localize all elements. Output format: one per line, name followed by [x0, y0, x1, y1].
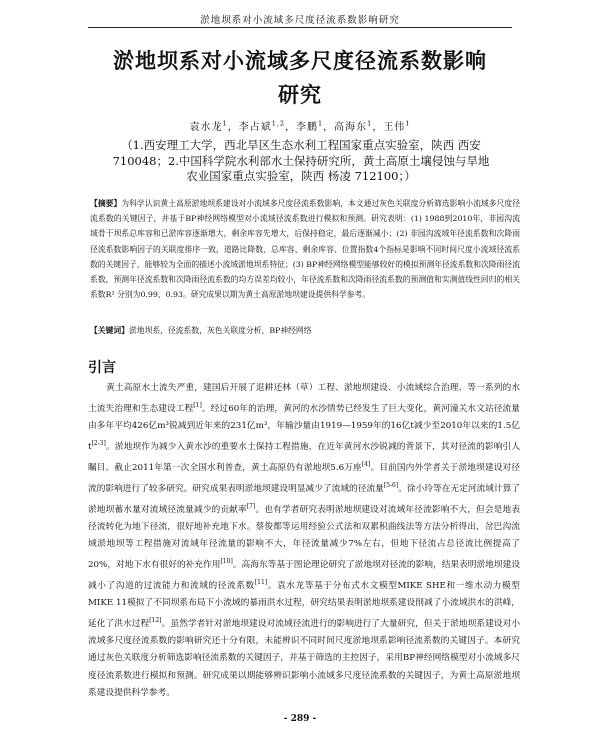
abstract — [90, 196, 520, 302]
page-number: - 289 - — [283, 714, 317, 724]
author-affiliation-mark: 1 — [367, 119, 373, 128]
author — [296, 119, 324, 133]
body-text-run: 。虽然学者针对淤地坝建设对流域径流进行的影响进行了大量研究，但关于淤地坝系建设对小流域多尺度径流系数的影响研究还十分有限，未能辨识不同时间尺度淤地坝系影响径流系数的关键因子。本研究通过灰色关联度分析筛选影响径流系数的关键因子，并基于筛选的主控因子，采用BP神经网络模型对小流域多尺度径流系数进行模拟和预测。研究成果以期能够辨识影响小流域多尺度径流系数的关键因子，为黄土高原淤地坝系建设提供科学参考。 — [88, 619, 521, 698]
author-affiliation-mark: 1 — [405, 119, 411, 128]
author-affiliation-mark: 1 — [222, 119, 228, 128]
author — [383, 119, 411, 133]
running-head: 淤地坝系对小流域多尺度径流系数影响研究 — [200, 15, 400, 26]
paper-title — [60, 44, 540, 112]
citation-ref: [4] — [361, 461, 371, 469]
author-affiliation-mark: 1 — [318, 119, 324, 128]
author-name: 高海东 — [334, 122, 368, 133]
author-name: 袁水龙 — [189, 122, 223, 133]
section-heading: 引言 — [88, 360, 116, 376]
abstract-label: 【摘要】 — [90, 199, 122, 208]
author — [334, 119, 373, 133]
body-text-run: 。目前国内外学者关于淤地坝建设对径流的影响进行了较多研究。研究成果表明淤地坝建设明显减少了流域的径流量 — [88, 463, 520, 495]
citation-ref: [10] — [220, 558, 233, 566]
header-rule — [88, 27, 512, 28]
author-name: 王伟 — [383, 122, 406, 133]
author-name: 李占斌 — [238, 122, 272, 133]
title-line-2: 研究 — [278, 83, 322, 107]
citation-ref: [1] — [193, 402, 202, 410]
citation-ref: [2-3] — [91, 440, 106, 448]
body-paragraph — [88, 380, 520, 702]
body-text-run: 。也有学者研究表明淤地坝建设对流域年径流影响不大，但会是地表径流转化为地下径流，很好地补充地下水。蔡俊都等运用经验公式法和双累积曲线法等方法分析得出，岔巴沟流域淤地坝等工程措施对流域年径流量的影响不大，年径流量减少7%左右，但地下径流占总径流比例提高了20%，对地下水有很好的补充作用 — [88, 505, 521, 571]
body-text-run: 。袁水龙等基于分布式水文模型MIKE SHE和一维水动力模型MIKE 11模拟了不同坝系布局下小流域的暴雨洪水过程，研究结果表明淤地坝系建设削减了小流域洪水的洪峰，延化了洪水过程 — [88, 581, 520, 630]
title-line-1: 淤地坝系对小流域多尺度径流系数影响 — [113, 49, 487, 73]
body-text-run: 。徐小玲等在无定河流域计算了淤地坝蓄水量对流域径流量减少的贡献率 — [88, 484, 521, 516]
body-text-run: 。高海东等基于图论理论研究了淤地坝对径流的影响，结果表明淤地坝建设减小了沟道的过流能力和流域的径流系数 — [88, 560, 520, 592]
author — [238, 119, 286, 133]
abstract-text: 为科学认识黄土高原淤地坝系建设对小流域多尺度径流系数影响，本文通过灰色关联度分析筛选影响小流域多尺度径流系数的关键因子，并基于BP神经网络模型对小流域径流系数进行模拟和预测。研究表明：(1) 1988到2010年，非园沟流域骨干坝系总库容和已淤库容逐渐增大，剩余库容先增大，后保持稳定，最后逐渐减小；(2) 非园沟流域年径流系数和次降雨径流系数影响因子的关联度排序一致，道路比降数、总库容、剩余库容、位置指数4个指标是影响不同时间尺度小流域径流系数的关键因子，能够较为全面的描述小流域淤地坝系特征；(3) BP神经网络模型能够较好的模拟预测年径流系数和次降雨径流系数，预测年径流系数和次降雨径流系数的均方误差均较小，年径流系数和次降雨径流系数的预测值和实测值线性回归的相关系数R² 分别为0.99、0.93。研究成果以期为黄土高原淤地坝建设提供科学参考。 — [90, 199, 521, 300]
affiliation: （1.西安理工大学，西北旱区生态水利工程国家重点实验室，陕西 西安 710048；2.中国科学院水利部水土保持研究所，黄土高原土壤侵蚀与旱地农业国家重点实验室，陕西 杨凌 712100；） — [112, 138, 490, 183]
author-name: 李鹏 — [296, 122, 319, 133]
keywords-text: 淤地坝系，径流系数，灰色关联度分析，BP神经网络 — [128, 326, 312, 335]
author-affiliation-mark: 1,2 — [271, 119, 286, 128]
citation-ref: [12] — [149, 617, 162, 625]
body-text-run: 黄土高原水土流失严重，建国后开展了退耕还林（草）工程、淤地坝建设、小流域综合治理、等一系列的水土流失治理和生态建设工程 — [88, 383, 520, 414]
citation-ref: [11] — [254, 579, 268, 587]
body-text-run: 。淤地坝作为减少入黄水沙的重要水土保持工程措施，在近年黄河水沙锐减的背景下，其对径流的影响引人瞩目。截止2011年第一次全国水利普查，黄土高原仍有淤地坝5.6万座 — [88, 442, 520, 474]
body-text-run: 。经过60年的治理，黄河的水沙情势已经发生了巨大变化，黄河潼关水文站径流量由多年平均426亿m³锐减到近年来的231亿m³，年输沙量由1919—1959年的16亿t减少至2010年以来的1.5亿t — [88, 403, 520, 453]
keywords-label: 【关键词】 — [90, 326, 129, 335]
keywords — [90, 325, 520, 336]
author — [189, 119, 228, 133]
citation-ref: [5-6] — [383, 482, 399, 490]
citation-ref: [7] — [246, 503, 256, 511]
author-list: 袁水龙$^1$，李占斌$^{1,2}$，李鹏$^1$，高海东$^1$，王伟$^1$ — [189, 119, 411, 133]
